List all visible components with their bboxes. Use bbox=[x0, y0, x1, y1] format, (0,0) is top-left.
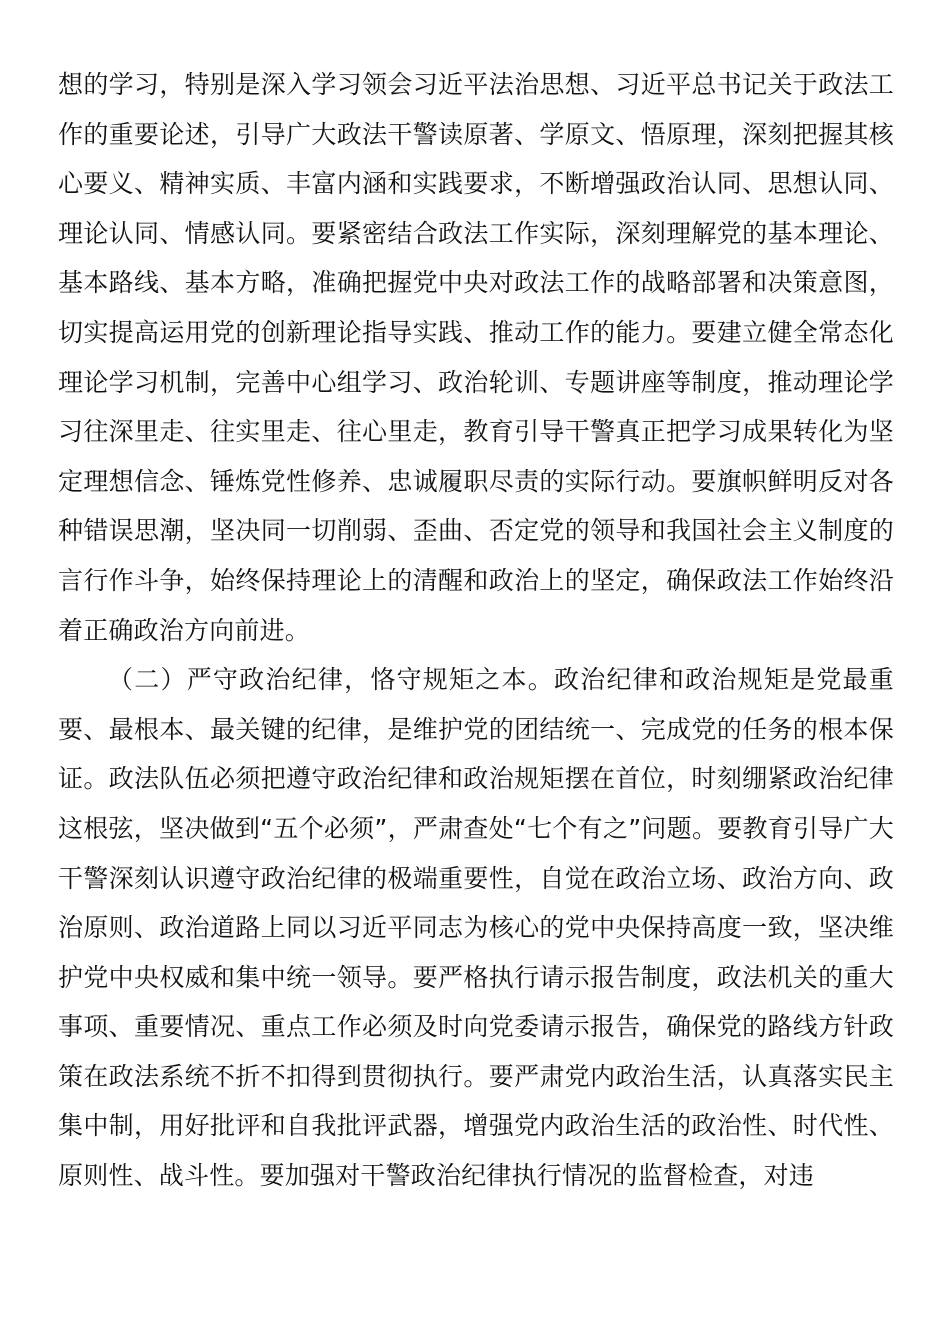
paragraph-political-discipline: （二）严守政治纪律，恪守规矩之本。政治纪律和政治规矩是党最重要、最根本、最关键的纪律，是维护党的团结统一、完成党的任务的根本保证。政法队伍必须把遵守政治纪律和政治规矩摆在首位，时刻绷紧政治纪律这根弦，坚决做到“五个必须”，严肃查处“七个有之”问题。要教育引导广大干警深刻认识遵守政治纪律的极端重要性，自觉在政治立场、政治方向、政治原则、政治道路上同以习近平同志为核心的党中央保持高度一致，坚决维护党中央权威和集中统一领导。要严格执行请示报告制度，政法机关的重大事项、重要情况、重点工作必须及时向党委请示报告，确保党的路线方针政策在政法系统不折不扣得到贯彻执行。要严肃党内政治生活，认真落实民主集中制，用好批评和自我批评武器，增强党内政治生活的政治性、时代性、原则性、战斗性。要加强对干警政治纪律执行情况的监督检查，对违 bbox=[58, 665, 894, 1191]
paragraph-theory-study: 想的学习，特别是深入学习领会习近平法治思想、习近平总书记关于政法工作的重要论述，引导广大政法干警读原著、学原文、悟原理，深刻把握其核心要义、精神实质、丰富内涵和实践要求，不断增强政治认同、思想认同、理论认同、情感认同。要紧密结合政法工作实际，深刻理解党的基本理论、基本路线、基本方略，准确把握党中央对政法工作的战略部署和决策意图，切实提高运用党的创新理论指导实践、推动工作的能力。要建立健全常态化理论学习机制，完善中心组学习、政治轮训、专题讲座等制度，推动理论学习往深里走、往实里走、往心里走，教育引导干警真正把学习成果转化为坚定理想信念、锤炼党性修养、忠诚履职尽责的实际行动。要旗帜鲜明反对各种错误思潮，坚决同一切削弱、歪曲、否定党的领导和我国社会主义制度的言行作斗争，始终保持理论上的清醒和政治上的坚定，确保政法工作始终沿着正确政治方向前进。 bbox=[58, 70, 894, 645]
document-page bbox=[58, 60, 894, 1201]
